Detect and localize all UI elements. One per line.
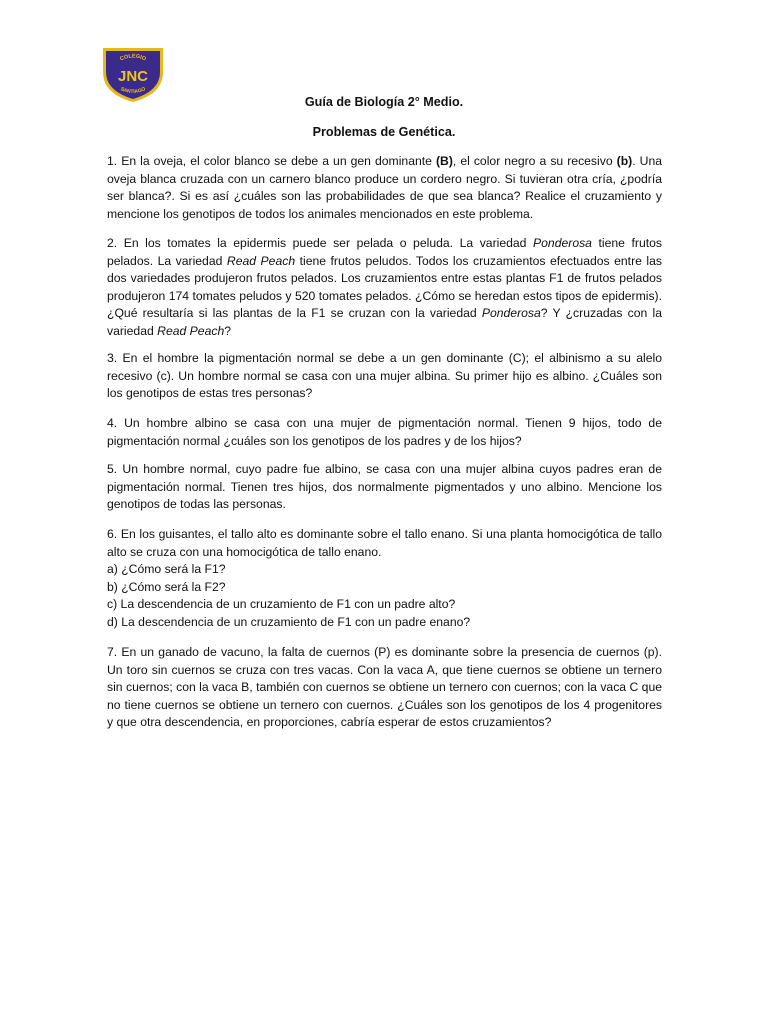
problem-6-item-b: b) ¿Cómo será la F2? — [107, 579, 226, 594]
problem-3: 3. En el hombre la pigmentación normal se debe a un gen dominante (C); el albinismo a su alelo recesivo (c). Un hombre normal se casa con una mujer albina. Su primer hijo es albino. ¿Cuáles son los genotipos de estas tres personas? — [107, 351, 662, 400]
problem-5: 5. Un hombre normal, cuyo padre fue albino, se casa con una mujer albina cuyos padres eran de pigmentación normal. Tienen tres hijos, dos normalmente pigmentados y uno albino. Mencione los genotipos de todas las personas. — [107, 462, 662, 511]
problem-2: 2. En los tomates la epidermis puede ser pelada o peluda. La variedad Ponderosa tiene frutos pelados. La variedad Read Peach tiene frutos peludos. Todos los cruzamientos efectuados entre las dos variedades produjeron frutos pelados. Los cruzamientos entre estas plantas F1 de frutos pelados produjeron 174 tomates peludos y 520 tomates pelados. ¿Cómo se heredan estos tipos de epidermis). ¿Qué resultaría si las plantas de la F1 se cruzan con la variedad Ponderosa? Y ¿cruzadas con la variedad Read Peach? — [107, 236, 662, 338]
problem-6-intro: 6. En los guisantes, el tallo alto es dominante sobre el tallo enano. Si una planta homocigótica de tallo alto se cruza con una homocigótica de tallo enano. — [107, 527, 662, 559]
logo-initials: JNC — [117, 68, 149, 85]
problem-1: 1. En la oveja, el color blanco se debe a un gen dominante (B), el color negro a su recesivo (b). Una oveja blanca cruzada con un carnero blanco produce un cordero negro. Si tuvieran otra cría, ¿podría ser blanca?. Si es así ¿cuáles son las probabilidades de que sea blanca? Realice el cruzamiento y mencione los genotipos de todos los animales mencionados en este problema. — [107, 154, 663, 221]
page-subtitle: Problemas de Genética. — [312, 125, 456, 139]
problem-6 — [107, 526, 662, 631]
problem-7: 7. En un ganado de vacuno, la falta de cuernos (P) es dominante sobre la presencia de cuernos (p). Un toro sin cuernos se cruza con tres vacas. Con la vaca A, que tiene cuernos se obtiene un ternero sin cuernos; con la vaca B, también con cuernos se obtiene un ternero con cuernos; con la vaca C que no tiene cuernos se obtiene un ternero con cuernos. ¿Cuáles son los genotipos de los 4 progenitores y que otra descendencia, en proporciones, cabría esperar de estos cruzamientos? — [107, 645, 662, 729]
problem-4: 4. Un hombre albino se casa con una mujer de pigmentación normal. Tienen 9 hijos, todo de pigmentación normal ¿cuáles son los genotipos de los padres y de los hijos? — [107, 416, 662, 448]
problem-6-item-d: d) La descendencia de un cruzamiento de F1 con un padre enano? — [107, 614, 471, 629]
logo-top-text: COLEGIO — [119, 53, 147, 63]
problem-6-item-a: a) ¿Cómo será la F1? — [107, 562, 226, 576]
problem-6-item-c: c) La descendencia de un cruzamiento de F1 con un padre alto? — [107, 597, 456, 611]
logo-bottom-text: SANTIAGO — [119, 86, 147, 96]
page-title: Guía de Biología 2° Medio. — [304, 95, 464, 109]
